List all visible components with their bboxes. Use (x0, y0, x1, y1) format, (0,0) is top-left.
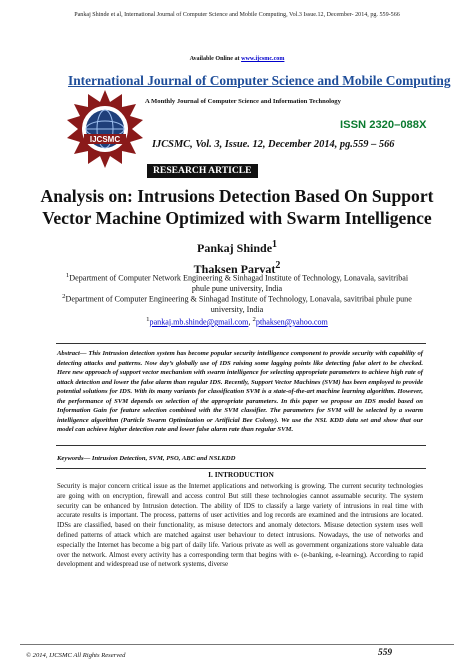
availability-line (0, 56, 474, 62)
introduction-body: Security is major concern critical issue as the Internet applications and networking is growing. The current security technologies are going with on encryption, firewall and access control But still these technologies cannot assumable security. The system security can be enhanced by Intrusion detection. The ability of IDS to classify a large variety of intrusions in real time with accurate results is important. The process, patterns of user activities and log records are examined and the intrusions are located. IDSs are classified, based on their functionality, as misuse detectors and anomaly detectors. Misuse detection system uses well defined patterns of attack which are matched against user behaviour to detect intrusions. Nowadays, the use of networks and especially the Internet has become a big part of daily life. Various private as well as government organizations store valuable data over the network. Almost every activity has a corresponding term that begins with e- (e-banking, e-learning). According to rapid development and widespread use of network systems, diverse (57, 482, 423, 569)
available-prefix: Available Online at (189, 56, 242, 62)
journal-citation: IJCSMC, Vol. 3, Issue. 12, December 2014, pg.559 – 566 (152, 139, 395, 150)
journal-logo (64, 88, 146, 170)
paper-title (30, 185, 444, 229)
author-1-name: Pankaj Shinde (196, 241, 273, 255)
keywords (57, 455, 235, 462)
author-2-name: Thaksen Parvat (193, 262, 276, 276)
journal-website-link[interactable]: www.ijcsmc.com (241, 56, 285, 62)
affiliation-1-text: Department of Computer Network Engineering & Sinhagad Institute of Technology, Lonavala, savitribai phule pune university, India (69, 273, 409, 294)
logo-text: IJCSMC (89, 135, 121, 144)
title-line-1: Analysis on: Intrusions Detection Based On Support (40, 186, 434, 206)
author-2-sup: 2 (275, 260, 281, 271)
section-heading (56, 468, 426, 479)
abstract-label: Abstract (57, 350, 80, 357)
article-type-badge: RESEARCH ARTICLE (147, 164, 258, 178)
footer-divider (20, 644, 454, 645)
running-header: Pankaj Shinde et al, International Journal of Computer Science and Mobile Computing, Vol.3 Issue.12, December- 2014, pg. 559-566 (74, 12, 400, 18)
author-1 (0, 236, 474, 257)
affiliation-2-text: Department of Computer Engineering & Sinhagad Institute of Technology, Lonavala, savitribai phule pune university, India (65, 294, 412, 315)
author-1-sup: 1 (272, 239, 278, 250)
issn: ISSN 2320–088X (340, 119, 427, 131)
email-separator: , (248, 317, 253, 327)
abstract (57, 349, 423, 435)
section-title-initial: I (214, 470, 218, 479)
email-2-link[interactable]: pthaksen@yahoo.com (255, 317, 328, 327)
section-title-rest: NTRODUCTION (217, 470, 274, 479)
abstract-text: — This Intrusion detection system has become popular security intelligence component to provide security with capability of detecting attacks and patterns. Now day’s globally use of IDS raising some lagging points like detecting false alert to be checked. Here new approach of support vector mechanism with swarm intelligence for selecting appropriate parameters to achieve high rate of attack detection and lower the false alarm than regular IDS. Recently, Support Vector Machines (SVM) has been employed to provide potential solutions for IDS. With its many variants for classification SVM is a state-of-the-art machine learning algorithm. However, the performance of SVM depends on selection of the appropriate parameters. In this paper we propose an IDS model based on Information Gain for feature selection combined with the SVM classifier. The parameters for SVM will be selected by a swarm intelligence algorithm (Particle Swarm Optimization or Artificial Bee Colony). We use the NSL KDD data set and show that our model can achieve higher detection rate and lower false alarm rate than regular SVM. (57, 350, 423, 433)
section-number: I. (208, 470, 213, 479)
journal-name[interactable]: International Journal of Computer Science and Mobile Computing (68, 73, 451, 88)
page-number: 559 (378, 648, 393, 658)
affiliation-1-sup: 1 (65, 272, 70, 279)
title-line-2: Vector Machine Optimized with Swarm Intelligence (42, 208, 432, 228)
affiliation-2-sup: 2 (62, 293, 66, 300)
keywords-label: Keywords (57, 455, 84, 462)
email-1-link[interactable]: pankaj.mb.shinde@gmail.com (149, 317, 249, 327)
affiliation-2 (60, 292, 414, 316)
copyright: © 2014, IJCSMC All Rights Reserved (26, 652, 126, 659)
journal-subtitle: A Monthly Journal of Computer Science and Information Technology (145, 98, 341, 105)
email-1-sup: 1 (146, 316, 150, 323)
email-2-sup: 2 (252, 316, 256, 323)
author-emails (0, 316, 474, 327)
keywords-text: — Intrusion Detection, SVM, PSO, ABC and NSLKDD (83, 455, 236, 462)
